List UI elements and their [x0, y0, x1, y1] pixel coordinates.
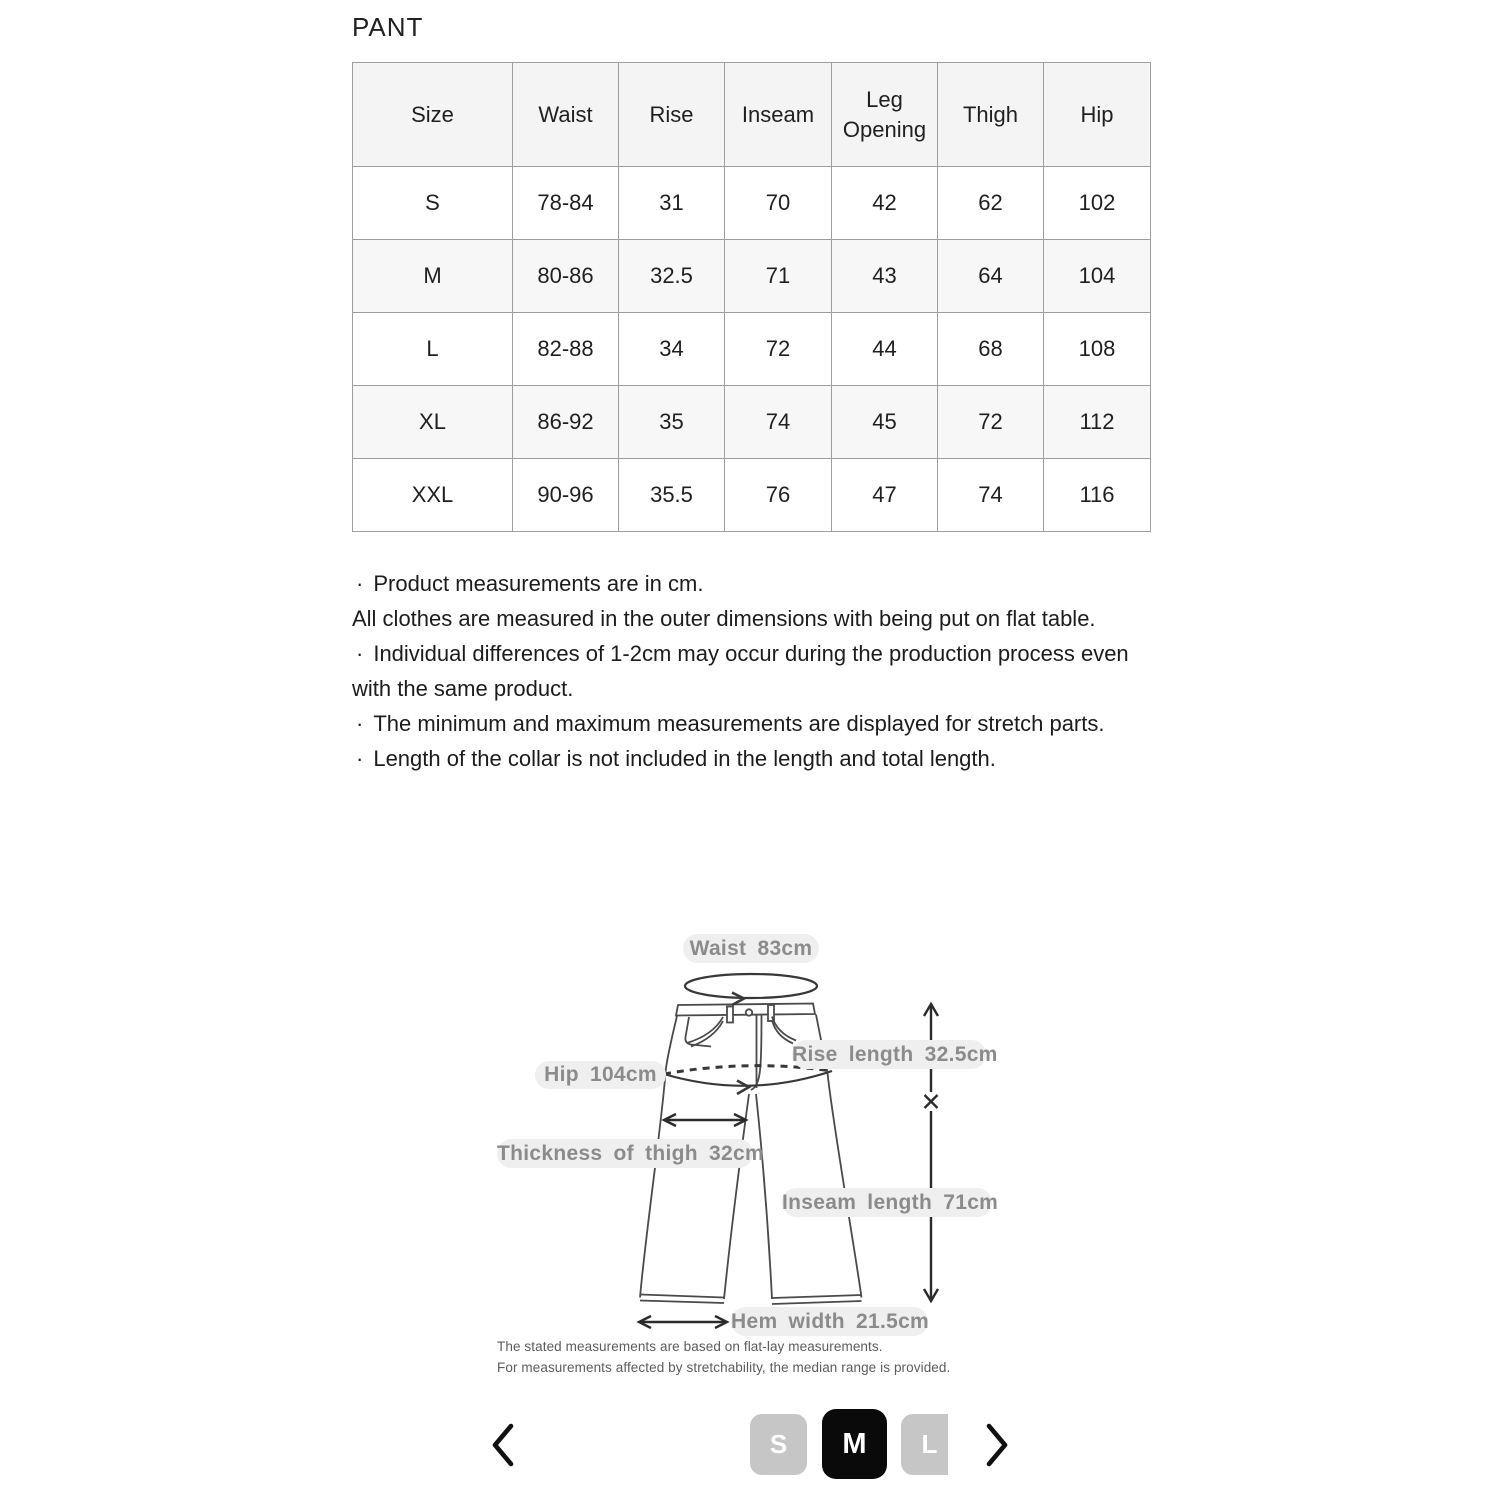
hip-cell: 102 [1044, 167, 1151, 240]
inseam-cell: 71 [725, 240, 832, 313]
waist-measure-ellipse [685, 974, 817, 1005]
table-row [353, 386, 1151, 459]
note-item [352, 566, 1134, 601]
leg-opening-cell: 45 [832, 386, 938, 459]
prev-size-button[interactable] [490, 1422, 516, 1468]
chevron-right-icon [984, 1422, 1010, 1468]
rise-cell: 34 [619, 313, 725, 386]
size-cell: XXL [353, 459, 513, 532]
size-option-l[interactable]: L [901, 1414, 948, 1475]
thigh-cell: 64 [938, 240, 1044, 313]
waist-cell: 80-86 [513, 240, 619, 313]
hip-label-pill: Hip 104cm [535, 1061, 666, 1089]
inseam-cell: 76 [725, 459, 832, 532]
thigh-cell: 74 [938, 459, 1044, 532]
column-header-size: Size [353, 63, 513, 167]
size-cell: L [353, 313, 513, 386]
thigh-arrow [664, 1114, 746, 1126]
table-row [353, 459, 1151, 532]
inseam-cell: 70 [725, 167, 832, 240]
waist-cell: 82-88 [513, 313, 619, 386]
bullet-dot: · [356, 571, 364, 596]
hip-cell: 116 [1044, 459, 1151, 532]
waist-cell: 78-84 [513, 167, 619, 240]
column-header-hip: Hip [1044, 63, 1151, 167]
thigh-cell: 62 [938, 167, 1044, 240]
thigh-cell: 72 [938, 386, 1044, 459]
rise-cell: 32.5 [619, 240, 725, 313]
hip-cell: 104 [1044, 240, 1151, 313]
size-cell: S [353, 167, 513, 240]
note-text: All clothes are measured in the outer dimensions with being put on flat table. [352, 606, 1096, 631]
column-header-rise: Rise [619, 63, 725, 167]
table-row [353, 313, 1151, 386]
rise-cell: 35 [619, 386, 725, 459]
size-option-s[interactable]: S [750, 1414, 807, 1475]
pants-measurement-diagram [440, 920, 1080, 1390]
column-header-thigh: Thigh [938, 63, 1044, 167]
column-header-leg-opening: Leg Opening [832, 63, 938, 167]
inseam-cell: 74 [725, 386, 832, 459]
leg-opening-cell: 47 [832, 459, 938, 532]
footnote-line: For measurements affected by stretchability, the median range is provided. [497, 1360, 951, 1375]
note-item [352, 706, 1134, 741]
thigh-cell: 68 [938, 313, 1044, 386]
footnote-line: The stated measurements are based on flat-lay measurements. [497, 1339, 883, 1354]
size-chart-table [352, 62, 1151, 532]
bullet-dot: · [356, 711, 364, 736]
hip-cell: 108 [1044, 313, 1151, 386]
diagram-footnote [497, 1336, 950, 1378]
measurement-notes [352, 566, 1134, 776]
waist-cell: 90-96 [513, 459, 619, 532]
bullet-dot: · [356, 641, 364, 666]
note-item [352, 636, 1134, 706]
note-text: Individual differences of 1-2cm may occur during the production process even with the same product. [352, 641, 1129, 701]
table-header-row [353, 63, 1151, 167]
column-header-inseam: Inseam [725, 63, 832, 167]
note-text: Length of the collar is not included in the length and total length. [373, 746, 996, 771]
rise-label-pill: Rise length 32.5cm [792, 1040, 986, 1069]
page-title: PANT [352, 12, 424, 42]
note-text: Product measurements are in cm. [373, 571, 704, 596]
hem-label-pill: Hem width 21.5cm [731, 1307, 928, 1336]
rise-cell: 35.5 [619, 459, 725, 532]
hip-cell: 112 [1044, 386, 1151, 459]
note-text: The minimum and maximum measurements are displayed for stretch parts. [373, 711, 1105, 736]
table-row [353, 240, 1151, 313]
inseam-label-pill: Inseam length 71cm [782, 1188, 992, 1217]
rise-cell: 31 [619, 167, 725, 240]
size-option-list [750, 1408, 948, 1480]
leg-opening-cell: 44 [832, 313, 938, 386]
size-cell: XL [353, 386, 513, 459]
leg-opening-cell: 43 [832, 240, 938, 313]
bullet-dot: · [356, 746, 364, 771]
inseam-cell: 72 [725, 313, 832, 386]
note-item [352, 601, 1134, 636]
chevron-left-icon [490, 1422, 516, 1468]
waist-label-pill: Waist 83cm [683, 934, 819, 963]
waist-cell: 86-92 [513, 386, 619, 459]
next-size-button[interactable] [984, 1422, 1010, 1468]
size-cell: M [353, 240, 513, 313]
thigh-label-pill: Thickness of thigh 32cm [497, 1139, 753, 1168]
leg-opening-cell: 42 [832, 167, 938, 240]
hem-width-arrow [639, 1316, 727, 1328]
column-header-waist: Waist [513, 63, 619, 167]
note-item [352, 741, 1134, 776]
table-row [353, 167, 1151, 240]
size-option-m[interactable]: M [822, 1409, 887, 1479]
hip-measure-ellipse [664, 1066, 832, 1094]
